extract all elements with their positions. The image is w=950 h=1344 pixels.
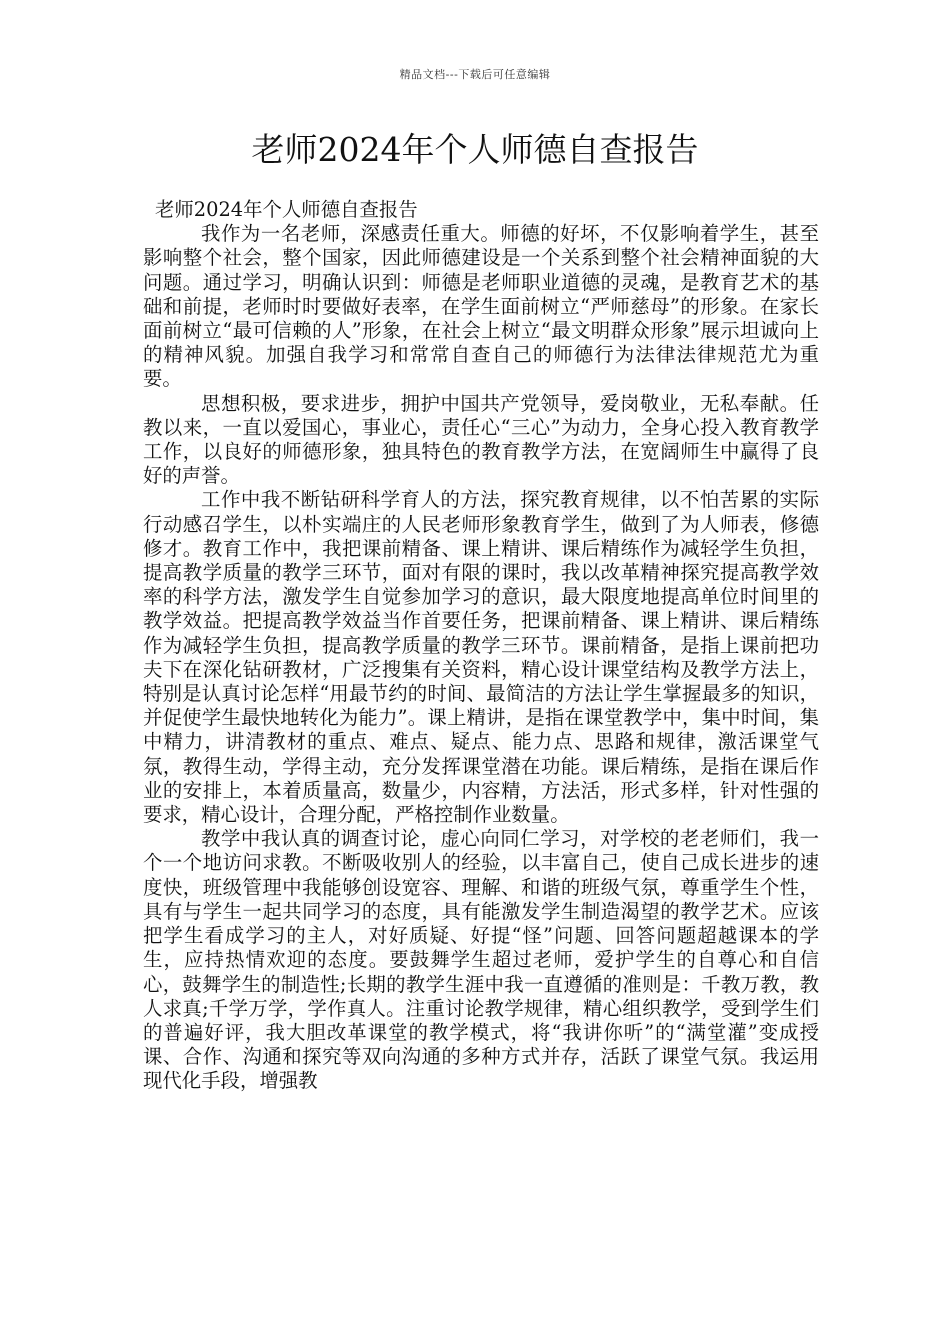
paragraph: 思想积极，要求进步，拥护中国共产党领导，爱岗敬业，无私奉献。任教以来，一直以爱国心，事业心，责任心“三心”为动力，全身心投入教育教学工作，以良好的师德形象，独具特色的教育教学方法，在宽阔师生中赢得了良好的声誉。 (143, 391, 819, 488)
document-body (143, 198, 819, 1094)
paragraph: 工作中我不断钻研科学育人的方法，探究教育规律，以不怕苦累的实际行动感召学生，以朴实端庄的人民老师形象教育学生，做到了为人师表，修德修才。教育工作中，我把课前精备、课上精讲、课后精练作为减轻学生负担，提高教学质量的教学三环节，面对有限的课时，我以改革精神探究提高教学效率的科学方法，激发学生自觉参加学习的意识，最大限度地提高单位时间里的教学效益。把提高教学效益当作首要任务，把课前精备、课上精讲、课后精练作为减轻学生负担，提高教学质量的教学三环节。课前精备，是指上课前把功夫下在深化钻研教材，广泛搜集有关资料，精心设计课堂结构及教学方法上，特别是认真讨论怎样“用最节约的时间、最简洁的方法让学生掌握最多的知识，并促使学生最快地转化为能力”。课上精讲，是指在课堂教学中，集中时间，集中精力，讲清教材的重点、难点、疑点、能力点、思路和规律，激活课堂气氛，教得生动，学得主动，充分发挥课堂潜在功能。课后精练，是指在课后作业的安排上，本着质量高，数量少，内容精，方法活，形式多样，针对性强的要求，精心设计，合理分配，严格控制作业数量。 (143, 488, 819, 827)
document-title: 老师2024年个人师德自查报告 (251, 130, 699, 169)
paragraph: 我作为一名老师，深感责任重大。师德的好坏，不仅影响着学生，甚至影响整个社会，整个国家，因此师德建设是一个关系到整个社会精神面貌的大问题。通过学习，明确认识到：师德是老师职业道德的灵魂，是教育艺术的基础和前提，老师时时要做好表率，在学生面前树立“严师慈母”的形象。在家长面前树立“最可信赖的人”形象，在社会上树立“最文明群众形象”展示坦诚向上的精神风貌。加强自我学习和常常自查自己的师德行为法律法律规范尤为重要。 (143, 222, 819, 391)
document-subtitle: 老师2024年个人师德自查报告 (155, 198, 418, 221)
header-note: 精品文档---下载后可任意编辑 (399, 68, 551, 81)
paragraph: 教学中我认真的调查讨论，虚心向同仁学习，对学校的老老师们，我一个一个地访问求教。不断吸收别人的经验，以丰富自己，使自己成长进步的速度快，班级管理中我能够创设宽容、理解、和谐的班级气氛，尊重学生个性，具有与学生一起共同学习的态度，具有能激发学生制造渴望的教学艺术。应该把学生看成学习的主人，对好质疑、好提“怪”问题、回答问题超越课本的学生，应持热情欢迎的态度。要鼓舞学生超过老师，爱护学生的自尊心和自信心，鼓舞学生的制造性;长期的教学生涯中我一直遵循的准则是：千教万教，教人求真;千学万学，学作真人。注重讨论教学规律，精心组织教学，受到学生们的普遍好评，我大胆改革课堂的教学模式，将“我讲你听”的“满堂灌”变成授课、合作、沟通和探究等双向沟通的多种方式并存，活跃了课堂气氛。我运用现代化手段，增强教 (143, 827, 819, 1093)
